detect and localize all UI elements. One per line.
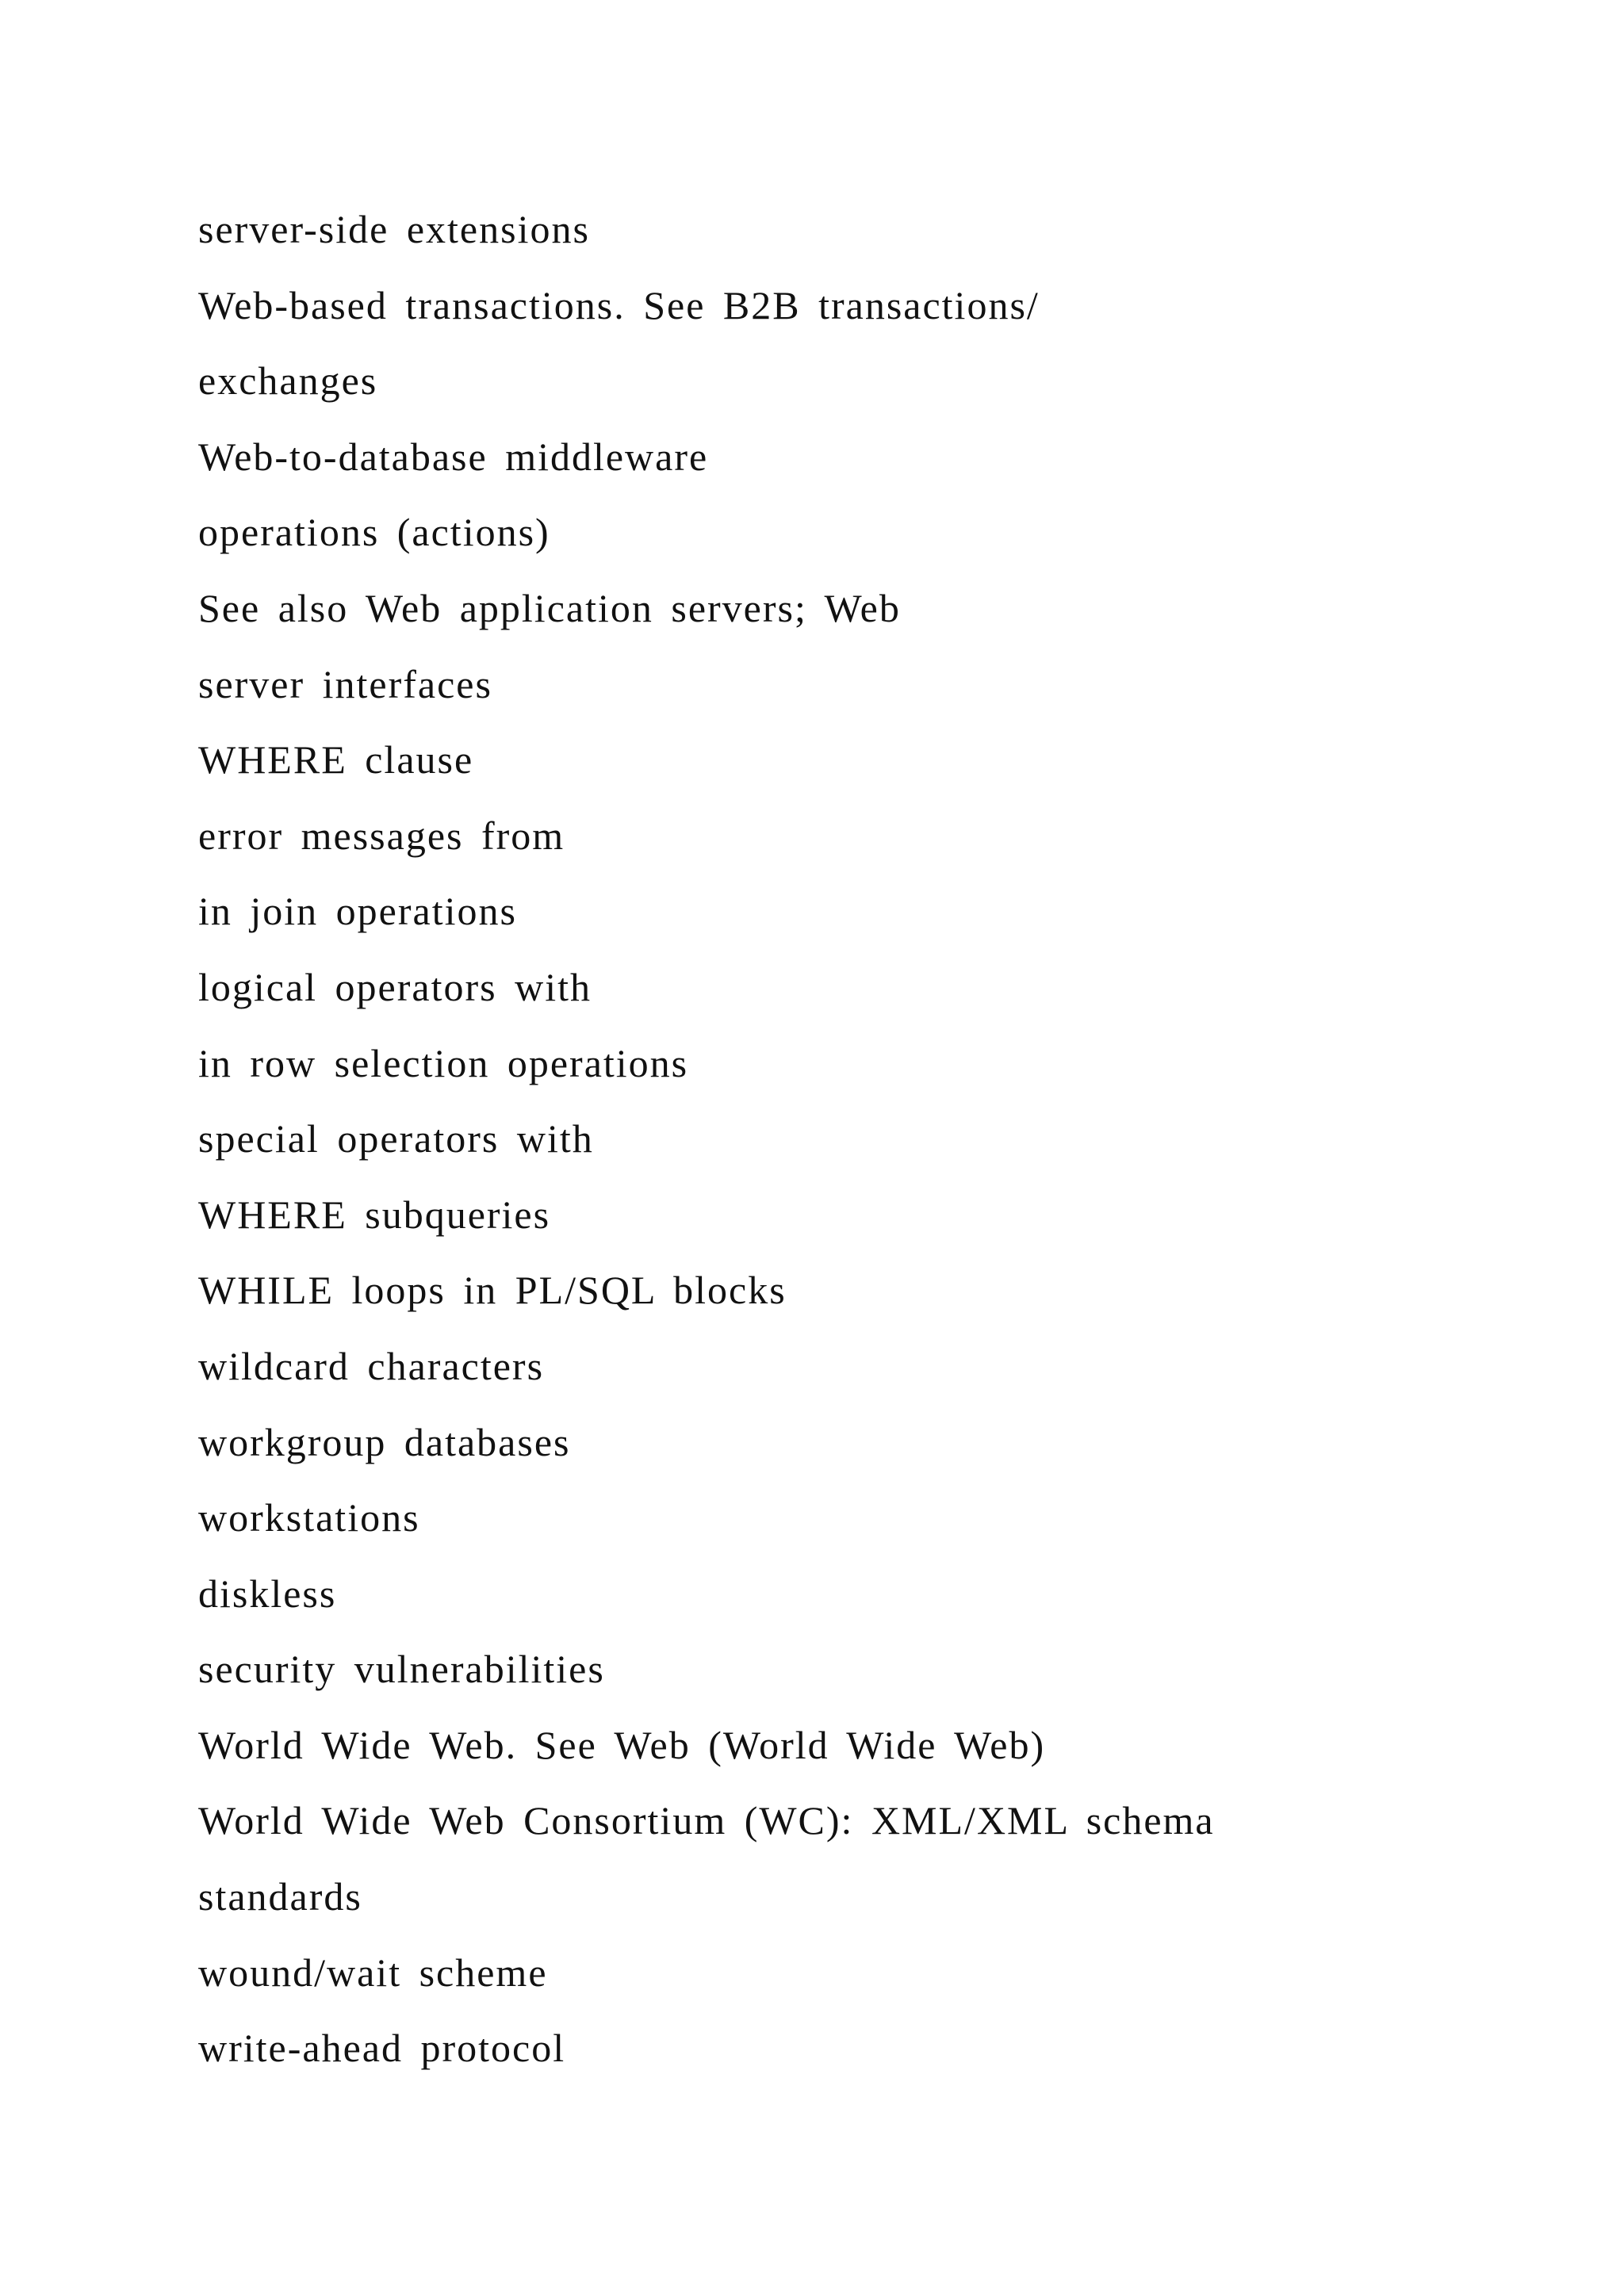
index-entry-list [198,192,1215,2087]
index-line: workgroup databases [198,1419,571,1464]
index-line: World Wide Web. See Web (World Wide Web) [198,1722,1046,1767]
index-line: in row selection operations [198,1040,689,1085]
index-line: Web-based transactions. See B2B transactions/ [198,282,1040,327]
index-line: server-side extensions [198,207,590,251]
index-line: exchanges [198,358,378,404]
index-line: See also Web application servers; Web [198,585,901,630]
index-line: diskless [198,1571,337,1616]
index-line: standards [198,1874,362,1919]
index-line: write-ahead protocol [198,2026,566,2071]
index-line: workstations [198,1495,420,1540]
index-line: logical operators with [198,964,592,1009]
index-line: in join operations [198,889,517,934]
index-line: error messages from [198,813,565,858]
index-line: WHILE loops in PL/SQL blocks [198,1268,787,1313]
index-line: server interfaces [198,661,492,706]
index-line: Web-to-database middleware [198,434,709,479]
index-line: security vulnerabilities [198,1647,605,1692]
index-line: WHERE subqueries [198,1192,551,1237]
index-line: operations (actions) [198,510,550,555]
index-line: wound/wait scheme [198,1950,548,1995]
index-line: wildcard characters [198,1343,545,1388]
index-line: World Wide Web Consortium (WC): XML/XML schema [198,1798,1215,1843]
index-line: WHERE clause [198,737,474,783]
index-line: special operators with [198,1116,594,1161]
